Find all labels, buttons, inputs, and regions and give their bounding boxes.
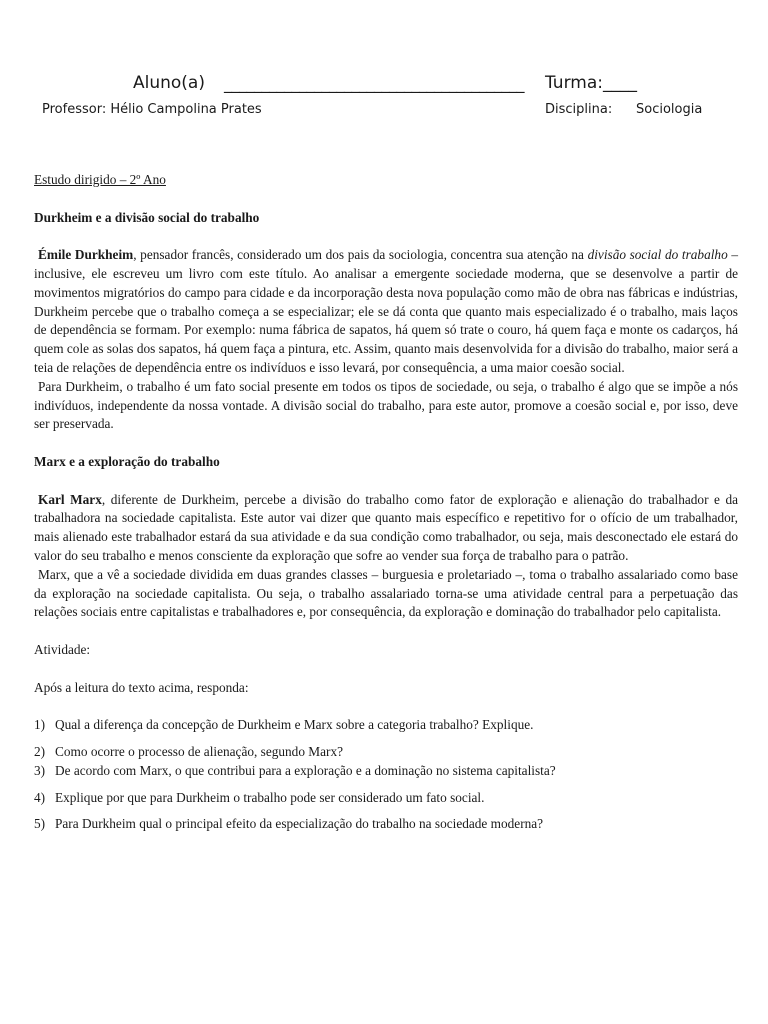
durkheim-name: Émile Durkheim [38, 247, 134, 263]
question-text: Para Durkheim qual o principal efeito da especialização do trabalho na sociedade moderna? [55, 816, 544, 832]
activity-label: Atividade: [34, 641, 91, 657]
question-item [34, 815, 738, 834]
question-item [34, 762, 738, 781]
activity-instruction: Após a leitura do texto acima, responda: [34, 679, 249, 695]
question-item [34, 716, 738, 735]
question-number: 5) [34, 816, 46, 832]
question-list [34, 716, 738, 834]
durkheim-paragraph-1 [34, 246, 738, 378]
marx-paragraph-1 [34, 491, 738, 566]
aluno-label: Aluno(a) [133, 73, 205, 93]
professor-name: Hélio Campolina Prates [110, 102, 262, 117]
question-number: 3) [34, 762, 46, 778]
professor-line [42, 102, 262, 117]
durkheim-p1-italic: divisão social do trabalho [587, 247, 728, 263]
question-text: Explique por que para Durkheim o trabalho pode ser considerado um fato social. [55, 789, 485, 805]
document-body [34, 171, 738, 834]
question-number: 1) [34, 717, 46, 733]
question-item [34, 743, 738, 762]
disciplina-value: Sociologia [636, 102, 703, 117]
durkheim-p1-text-b: – inclusive, ele escreveu um livro com este título. Ao analisar a emergente sociedade moderna, que se desenvolve a partir de movimentos migratórios do campo para cidade e da incorporação desta nova população como mão de obra nas fábricas e indústrias, Durkheim percebe que o trabalho começa a se especializar; ele se dá conta que quanto mais especializado é o trabalho, mais laços de dependência se formam. Por exemplo: numa fábrica de sapatos, há quem só trate o couro, há quem faça e monte os cadarços, há quem cole as solas dos sapatos, há quem faça a pintura, etc. Assim, quanto mais desenvolvida for a divisão do trabalho, maior será a teia de relações de dependência entre os indivíduos e isso levará, por consequência, a uma maior coesão social. [34, 247, 739, 375]
marx-name: Karl Marx [38, 491, 102, 507]
question-text: De acordo com Marx, o que contribui para a exploração e a dominação no sistema capitalista? [55, 762, 556, 778]
question-item [34, 789, 738, 808]
turma-field[interactable]: Turma:____ [545, 73, 637, 93]
durkheim-paragraph-2: Para Durkheim, o trabalho é um fato social presente em todos os tipos de sociedade, ou seja, o trabalho é algo que se impõe a nós indivíduos, independente da nossa vontade. A divisão social do trabalho, para este autor, promove a coesão social e, por isso, deve ser preservada. [34, 378, 738, 432]
durkheim-p1-text-a: , pensador francês, considerado um dos pais da sociologia, concentra sua atenção na [133, 247, 588, 263]
aluno-name-line[interactable]: ________________________________________ [224, 74, 524, 93]
marx-paragraph-2: Marx, que a vê a sociedade dividida em duas grandes classes – burguesia e proletariado –, toma o trabalho assalariado como base da exploração na sociedade capitalista. Ou seja, o trabalho assalariado torna-se uma atividade central para a perpetuação das relações sociais entre capitalistas e trabalhadores e, por consequência, da exploração e dominação do trabalhador pelo capitalista. [34, 566, 738, 620]
question-text: Como ocorre o processo de alienação, segundo Marx? [55, 743, 343, 759]
question-number: 4) [34, 789, 46, 805]
marx-section-title: Marx e a exploração do trabalho [34, 453, 220, 469]
doc-title: Estudo dirigido – 2º Ano [34, 172, 166, 187]
professor-label: Professor: [42, 102, 107, 117]
disciplina-label: Disciplina: [545, 102, 613, 117]
question-number: 2) [34, 743, 46, 759]
question-text: Qual a diferença da concepção de Durkheim e Marx sobre a categoria trabalho? Explique. [55, 717, 534, 733]
marx-p1-text: , diferente de Durkheim, percebe a divisão do trabalho como fator de exploração e alienação do trabalhador e da trabalhadora na sociedade capitalista. Este autor vai dizer que quanto mais específico e repetitivo for o ofício de um trabalhador, mais alienado este trabalhador estará da sua atividade e da sua condição como trabalhador, ou seja, mais desconectado ele estará do valor do seu trabalho e menos consciente da exploração que sofre ao vender sua força de trabalho para o patrão. [34, 491, 738, 563]
durkheim-section-title: Durkheim e a divisão social do trabalho [34, 209, 260, 225]
